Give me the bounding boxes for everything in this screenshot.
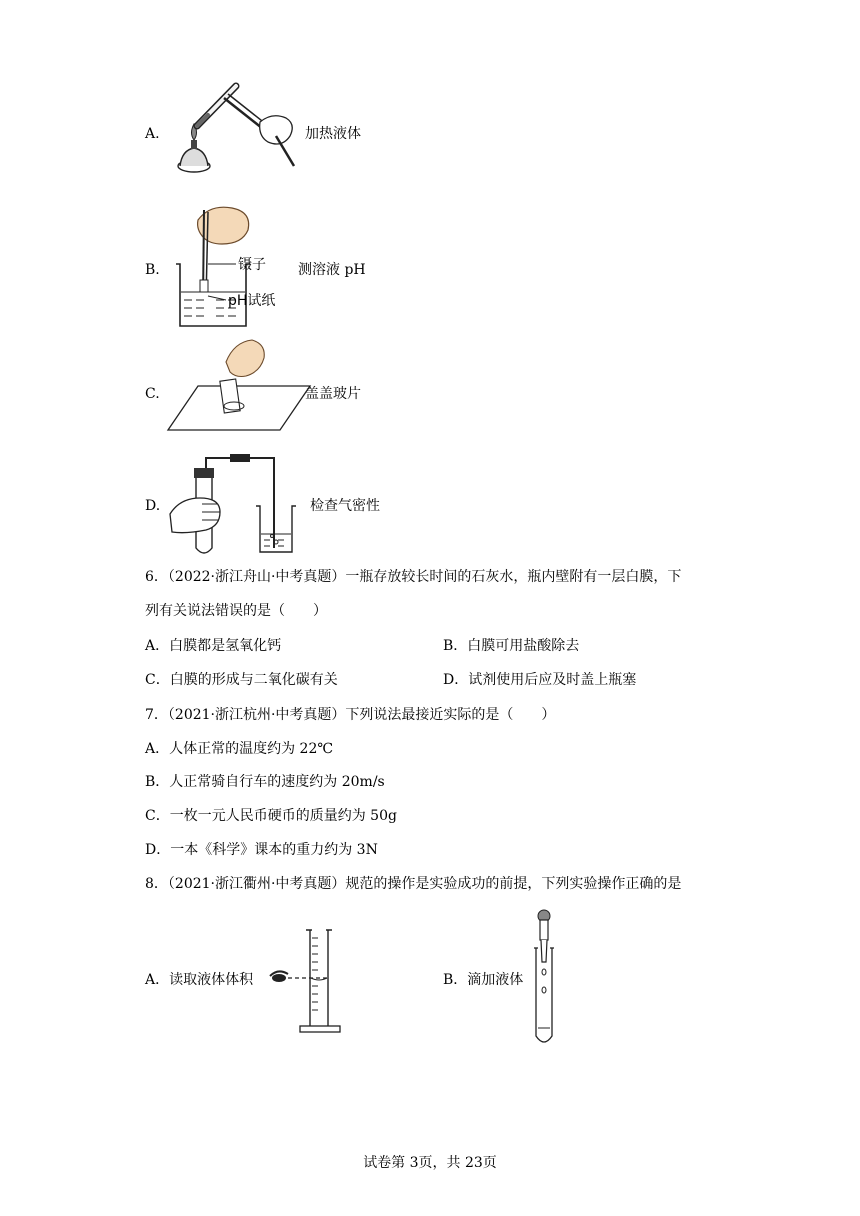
q7-option-b: B．人正常骑自行车的速度约为 20m/s — [145, 774, 385, 790]
q6-option-d: D．试剂使用后应及时盖上瓶塞 — [443, 672, 637, 688]
option-a-caption: 加热液体 — [305, 126, 361, 142]
q6-stem-line1: 6．（2022·浙江舟山·中考真题）一瓶存放较长时间的石灰水，瓶内壁附有一层白膜，下 — [145, 569, 682, 585]
q7-option-c: C．一枚一元人民币硬币的质量约为 50g — [145, 808, 397, 824]
q8-option-a — [145, 970, 253, 990]
option-c-letter: C. — [145, 386, 160, 402]
graduated-cylinder-figure — [262, 926, 352, 1036]
ph-paper-label: pH试纸 — [228, 293, 276, 309]
q8-option-b-letter: B． — [443, 972, 468, 988]
q6-stem-line2: 列有关说法错误的是（ ） — [145, 603, 327, 619]
page-footer: 试卷第 3页，共 23页 — [363, 1155, 497, 1171]
q8-stem: 8．（2021·浙江衢州·中考真题）规范的操作是实验成功的前提，下列实验操作正确的是 — [145, 876, 682, 892]
q7-stem: 7．（2021·浙江杭州·中考真题）下列说法最接近实际的是（ ） — [145, 707, 556, 723]
option-a-letter: A. — [145, 126, 160, 142]
q8-option-a-caption: 读取液体体积 — [169, 972, 254, 988]
q7-option-a: A．人体正常的温度约为 22℃ — [145, 741, 334, 757]
airtightness-figure — [166, 452, 302, 558]
option-c-caption: 盖盖玻片 — [305, 386, 361, 402]
heating-liquid-figure — [172, 78, 302, 178]
dropper-figure — [528, 910, 568, 1050]
tweezers-label: 镊子 — [238, 257, 266, 273]
q6-option-b: B．白膜可用盐酸除去 — [443, 638, 580, 654]
option-d-letter: D. — [145, 498, 161, 514]
q7-option-d: D．一本《科学》课本的重力约为 3N — [145, 842, 378, 858]
cover-slip-figure — [168, 338, 318, 430]
q6-option-a: A．白膜都是氢氧化钙 — [145, 638, 282, 654]
q8-option-a-letter: A． — [145, 972, 170, 988]
q6-option-c: C．白膜的形成与二氧化碳有关 — [145, 672, 338, 688]
q8-option-b-caption: 滴加液体 — [467, 972, 524, 988]
ph-test-figure — [170, 200, 300, 332]
q8-option-b — [443, 970, 523, 990]
option-b-caption: 测溶液 pH — [298, 262, 366, 278]
option-d-caption: 检查气密性 — [310, 498, 380, 514]
option-b-letter: B. — [145, 262, 160, 278]
